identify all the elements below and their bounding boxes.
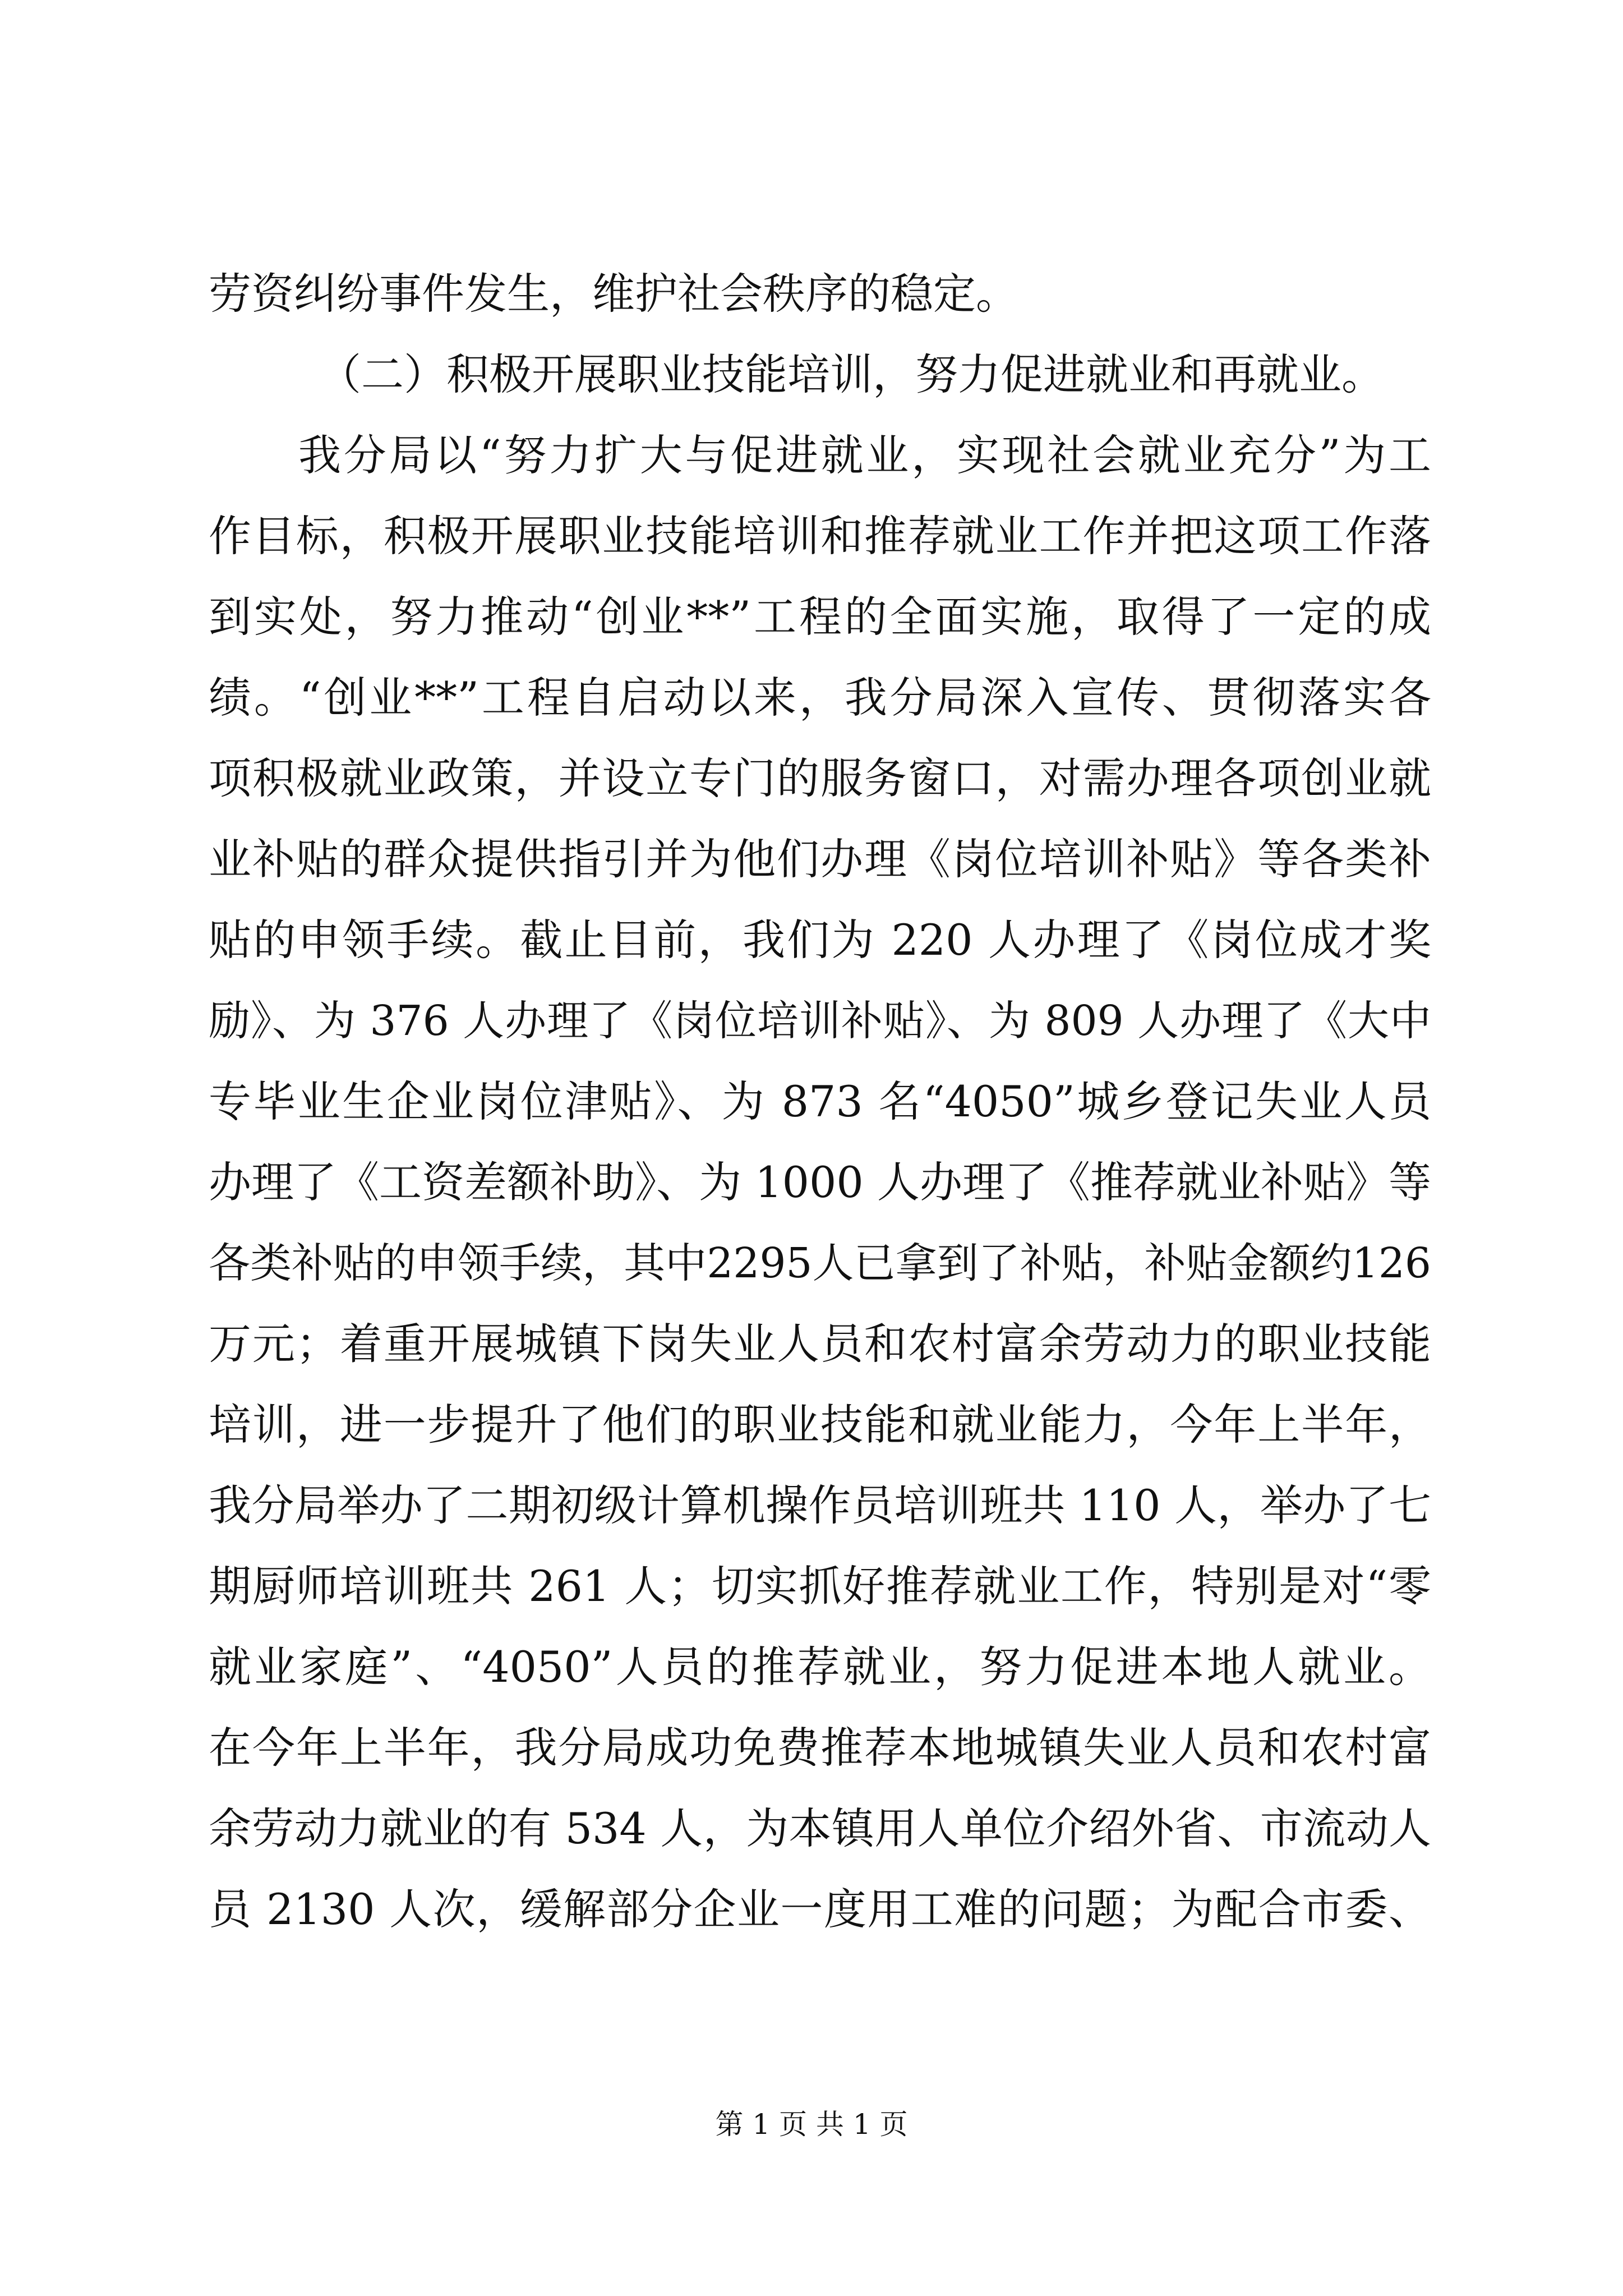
text-line: 项积极就业政策，并设立专门的服务窗口，对需办理各项创业就 [209, 753, 1431, 803]
text-line: 在今年上半年，我分局成功免费推荐本地城镇失业人员和农村富 [209, 1723, 1431, 1773]
text-line: 到实处，努力推动“创业**”工程的全面实施，取得了一定的成 [209, 592, 1431, 642]
text-line: 贴的申领手续。截止目前，我们为 220 人办理了《岗位成才奖 [209, 915, 1431, 965]
text-line: 期厨师培训班共 261 人；切实抓好推荐就业工作，特别是对“零 [209, 1561, 1431, 1611]
text-line: 我分局举办了二期初级计算机操作员培训班共 110 人，举办了七 [209, 1480, 1431, 1530]
body-text [209, 254, 1431, 1950]
text-line: 万元；着重开展城镇下岗失业人员和农村富余劳动力的职业技能 [209, 1319, 1431, 1369]
text-line: 就业家庭”、“4050”人员的推荐就业，努力促进本地人就业。 [209, 1642, 1431, 1692]
page-footer: 第 1 页 共 1 页 [715, 2108, 908, 2141]
text-line: 专毕业生企业岗位津贴》、为 873 名“4050”城乡登记失业人员 [209, 1076, 1431, 1126]
text-line: 业补贴的群众提供指引并为他们办理《岗位培训补贴》等各类补 [209, 834, 1431, 884]
text-line: 余劳动力就业的有 534 人，为本镇用人单位介绍外省、市流动人 [209, 1803, 1431, 1853]
text-line: 办理了《工资差额补助》、为 1000 人办理了《推荐就业补贴》等 [209, 1157, 1431, 1207]
text-line: 励》、为 376 人办理了《岗位培训补贴》、为 809 人办理了《大中 [209, 997, 1431, 1045]
text-line: 劳资纠纷事件发生，维护社会秩序的稳定。 [209, 269, 1018, 319]
text-line: （二）积极开展职业技能培训，努力促进就业和再就业。 [319, 349, 1384, 399]
text-line: 员 2130 人次，缓解部分企业一度用工难的问题；为配合市委、 [209, 1884, 1431, 1934]
text-line: 培训，进一步提升了他们的职业技能和就业能力，今年上半年， [209, 1400, 1431, 1450]
text-line: 作目标，积极开展职业技能培训和推荐就业工作并把这项工作落 [209, 511, 1431, 561]
text-line: 绩。“创业**”工程自启动以来，我分局深入宣传、贯彻落实各 [209, 673, 1431, 723]
text-line: 我分局以“努力扩大与促进就业，实现社会就业充分”为工 [298, 430, 1431, 480]
text-line: 各类补贴的申领手续，其中2295人已拿到了补贴，补贴金额约126 [209, 1239, 1431, 1287]
